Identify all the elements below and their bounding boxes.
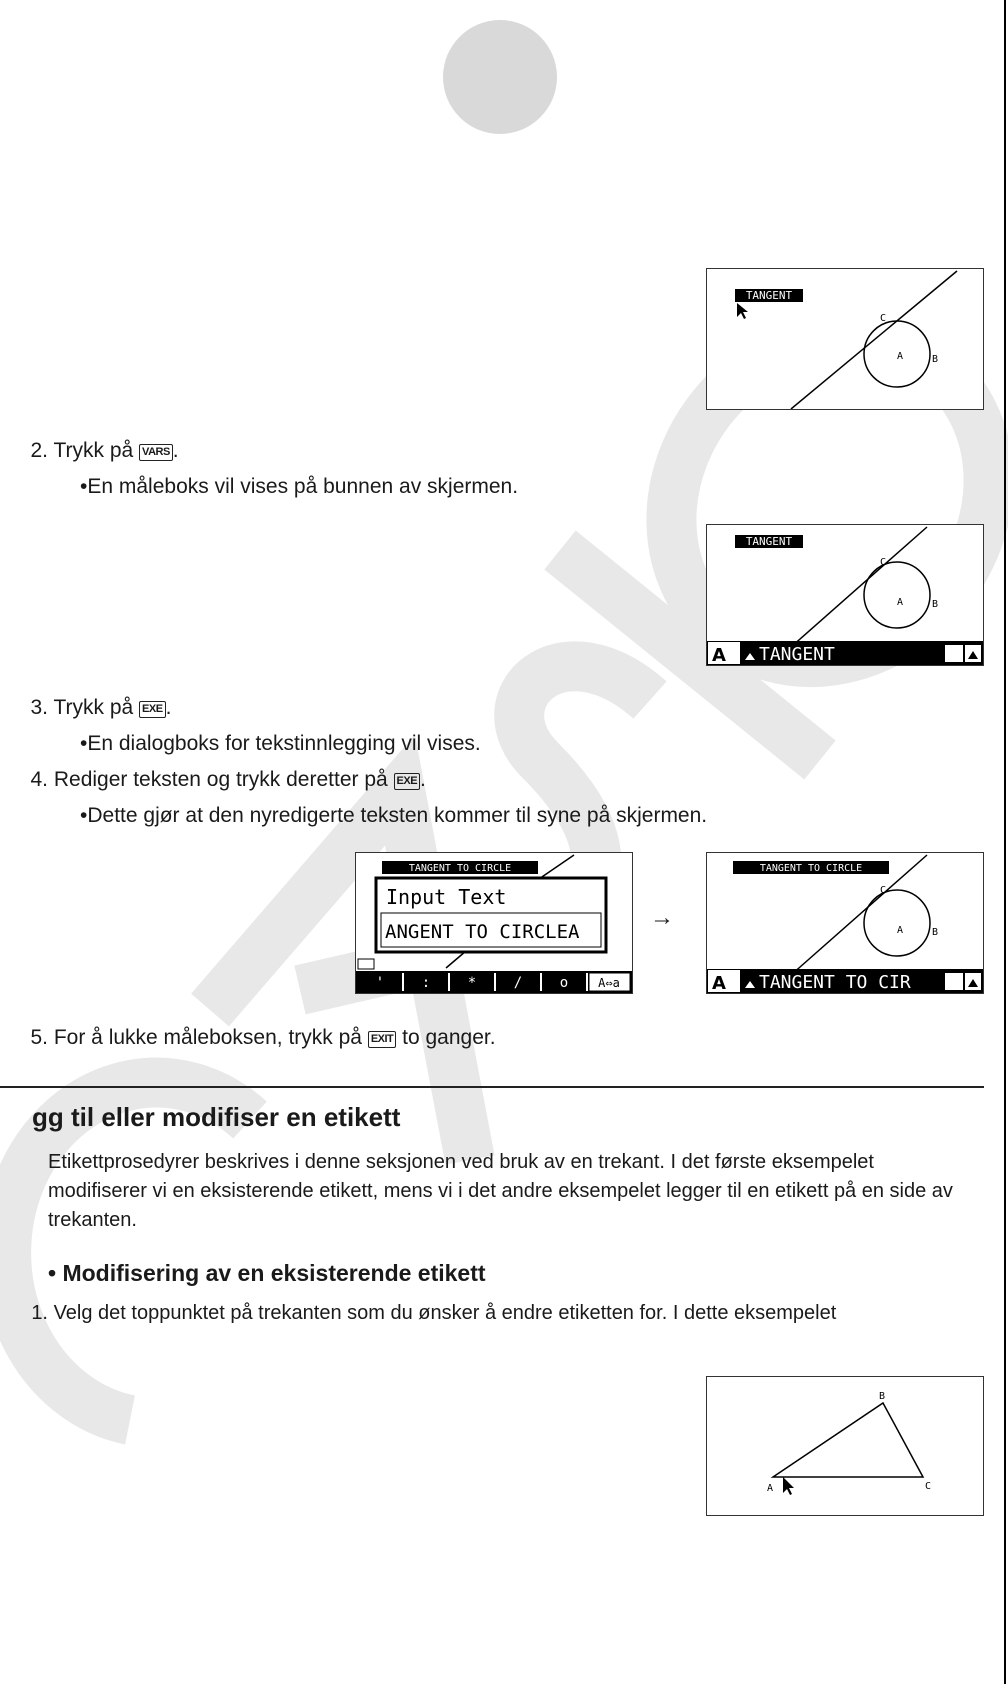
text-tool-icon: A	[712, 973, 726, 993]
dialog-title: Input Text	[386, 885, 507, 909]
step-2-bullet	[80, 474, 518, 500]
step-3	[24, 695, 171, 721]
point-a-label: A	[897, 597, 904, 608]
calculator-screen-dialog	[355, 852, 633, 994]
step-number: 4.	[30, 768, 48, 791]
toolbar-key-colon[interactable]: :	[421, 975, 431, 991]
tangent-label: TANGENT	[745, 289, 793, 302]
step-4	[24, 767, 426, 793]
tangent-circle-label: TANGENT TO CIRCLE	[759, 863, 863, 874]
step-number: 5.	[30, 1026, 48, 1049]
point-a-label: A	[897, 925, 904, 936]
bullet-icon: •	[80, 804, 88, 827]
page-edge-rule	[1004, 0, 1006, 1684]
step-text-end: .	[172, 439, 179, 462]
point-b-label: B	[932, 927, 939, 938]
step-number: 2.	[30, 439, 48, 462]
vertex-a-label: A	[767, 1483, 774, 1494]
step-3-bullet	[80, 731, 481, 757]
point-c-label: C	[880, 557, 887, 568]
tangent-label: TANGENT	[745, 535, 793, 548]
step-text-end: .	[165, 696, 172, 719]
point-a-label: A	[897, 351, 904, 362]
measure-value: TANGENT	[759, 644, 835, 665]
cursor-icon	[737, 303, 748, 319]
vertex-b-label: B	[879, 1391, 886, 1402]
point-c-label: C	[880, 885, 887, 896]
step-5	[24, 1025, 496, 1051]
step-2	[24, 438, 179, 464]
dialog-input[interactable]: ANGENT TO CIRCLEA	[385, 921, 580, 943]
exit-key: EXIT	[368, 1031, 396, 1048]
step-number: 3.	[30, 696, 48, 719]
step-text: Trykk på	[53, 439, 134, 462]
subsection-title	[48, 1259, 486, 1287]
text-tool-icon: A	[712, 645, 726, 665]
bullet-icon: •	[80, 732, 88, 755]
bullet-icon: •	[80, 475, 88, 498]
point-b-label: B	[932, 599, 939, 610]
point-b-label: B	[932, 354, 939, 365]
exe-key: EXE	[139, 701, 166, 718]
chapter-circle-mark	[443, 20, 557, 134]
vertex-c-label: C	[925, 1481, 932, 1492]
calculator-screen-triangle	[706, 1376, 984, 1516]
section-intro: Etikettprosedyrer beskrives i denne seksjonen ved bruk av en trekant. I det første eksempelet modifiserer vi en eksisterende etikett, mens vi i det andre eksempelet legger til en etikett på en side av trekanten.	[48, 1151, 953, 1231]
step-text-end: to ganger.	[402, 1026, 496, 1049]
bullet-text: En dialogboks for tekstinnlegging vil vises.	[87, 732, 481, 755]
subsection-title-text: Modifisering av en eksisterende etikett	[62, 1260, 486, 1286]
bullet-text: En måleboks vil vises på bunnen av skjermen.	[87, 475, 519, 498]
section-divider	[0, 1086, 984, 1088]
vars-key: VARS	[139, 444, 173, 461]
calculator-screen-1	[706, 268, 984, 410]
arrow-icon: →	[650, 904, 674, 931]
point-c-label: C	[880, 313, 887, 324]
bullet-text: Dette gjør at den nyredigerte teksten kommer til syne på skjermen.	[87, 804, 708, 827]
calculator-screen-4	[706, 852, 984, 994]
exe-key: EXE	[394, 773, 421, 790]
step-text-end: .	[420, 768, 426, 791]
toolbar-key-asterisk[interactable]: *	[467, 975, 477, 991]
step-4-bullet	[80, 803, 707, 829]
step-text: For å lukke måleboksen, trykk på	[53, 1026, 362, 1049]
section-title: gg til eller modifiser en etikett	[32, 1102, 401, 1132]
step-text: Trykk på	[53, 696, 134, 719]
step-text: Velg det toppunktet på trekanten som du ønsker å endre etiketten for. I dette eksempelet	[53, 1302, 837, 1324]
toolbar-key-slash[interactable]: /	[513, 975, 523, 991]
cursor-icon	[783, 1477, 794, 1495]
step-number: 1.	[31, 1302, 48, 1324]
bullet-icon: •	[48, 1260, 57, 1286]
tangent-circle-label: TANGENT TO CIRCLE	[408, 863, 512, 874]
measure-value: TANGENT TO CIR	[759, 972, 911, 993]
toolbar-key-case[interactable]: A⇔a	[598, 976, 620, 990]
toolbar-key-degree[interactable]: o	[559, 975, 569, 991]
subsection-step-1	[24, 1300, 836, 1326]
toolbar-key-apostrophe[interactable]: '	[375, 975, 385, 991]
step-text: Rediger teksten og trykk deretter på	[53, 768, 388, 791]
calculator-screen-2	[706, 524, 984, 666]
